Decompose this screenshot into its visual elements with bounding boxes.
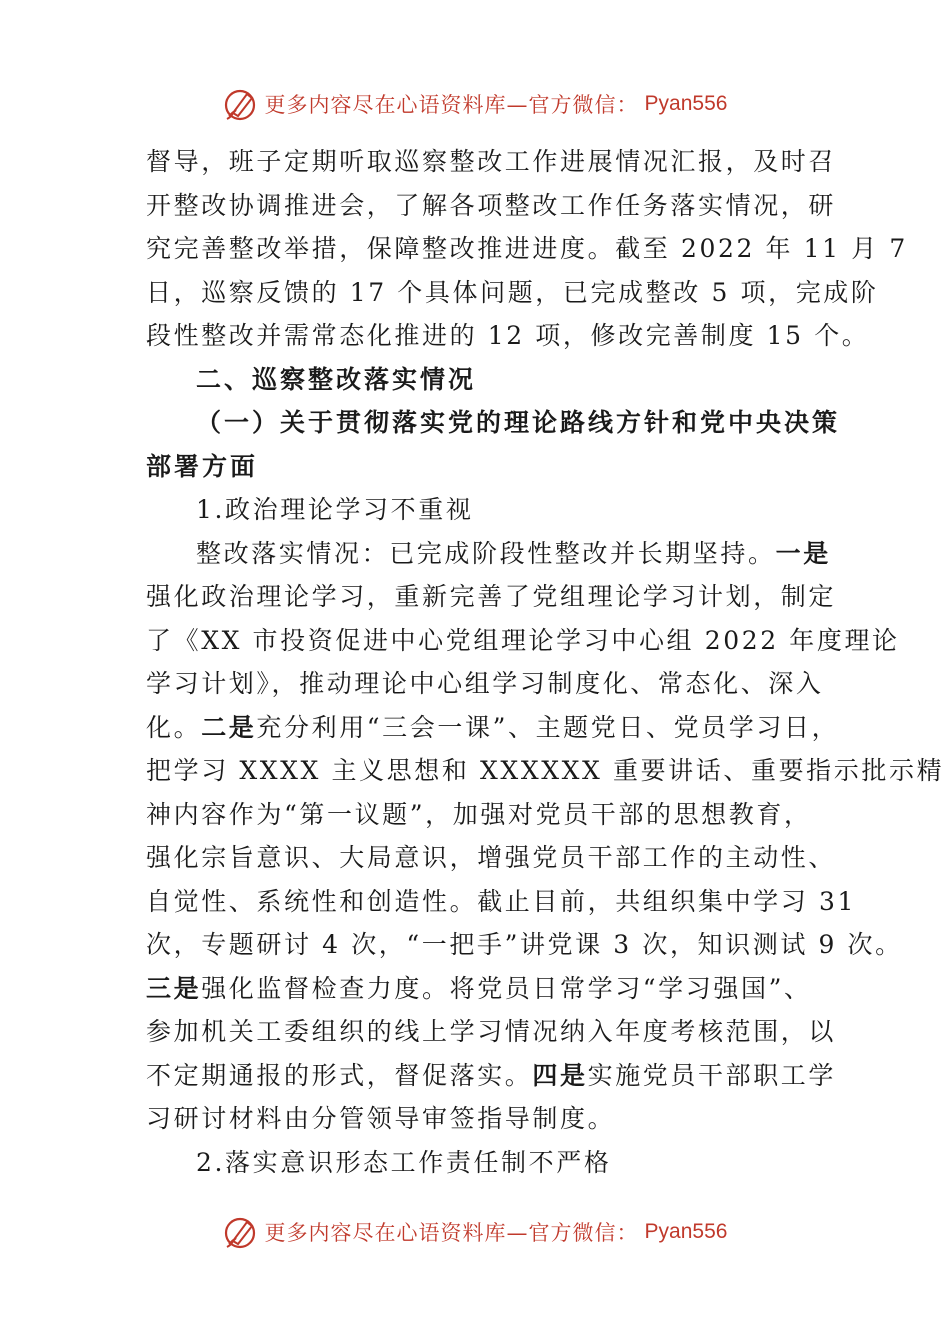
pen-nib-logo-icon: [223, 1214, 259, 1250]
text-line: 究完善整改举措，保障整改推进进度。截至 2022 年 11 月 7: [146, 234, 908, 263]
item-2-title: 2.落实意识形态工作责任制不严格: [196, 1147, 612, 1177]
text-line: 学习计划》，推动理论中心组学习制度化、常态化、深入: [146, 669, 824, 698]
text-line: 自觉性、系统性和创造性。截止目前，共组织集中学习 31: [146, 886, 856, 916]
section-2-heading: 二、巡察整改落实情况: [196, 364, 477, 394]
watermark-header: [0, 84, 950, 124]
text-line: 日，巡察反馈的 17 个具体问题，已完成整改 5 项，完成阶: [146, 277, 879, 307]
emphasis-fourth: 四是: [532, 1060, 588, 1090]
watermark-footer: [0, 1212, 950, 1252]
text-line: [146, 532, 831, 576]
text-run: 不定期通报的形式，督促落实。: [146, 1060, 533, 1090]
text-line: 强化政治理论学习，重新完善了党组理论学习计划，制定: [146, 582, 837, 611]
text-line: [146, 1054, 837, 1098]
subsection-1-heading-line: （一）关于贯彻落实党的理论路线方针和党中央决策: [196, 408, 841, 437]
section-heading: [146, 358, 818, 402]
text-line: 了《XX 市投资促进中心党组理论学习中心组 2022 年度理论: [146, 625, 900, 655]
text-line: 段性整改并需常态化推进的 12 项，修改完善制度 15 个。: [146, 321, 870, 350]
text-line: 开整改协调推进会，了解各项整改工作任务落实情况，研: [146, 190, 837, 220]
paragraph-summary: [146, 140, 908, 358]
text-run: 强化监督检查力度。将党员日常学习“学习强国”、: [201, 973, 812, 1003]
text-line: 习研讨材料由分管领导审签指导制度。: [146, 1104, 616, 1133]
emphasis-second: 二是: [201, 712, 257, 742]
subsection-1-heading-line: 部署方面: [146, 451, 259, 481]
text-run: 化。: [146, 712, 202, 742]
text-line: 把学习 XXXX 主义思想和 XXXXXX 重要讲话、重要指示批示精: [146, 756, 945, 785]
emphasis-third: 三是: [146, 973, 202, 1003]
text-run: 充分利用“三会一课”、主题党日、党员学习日，: [256, 712, 840, 742]
text-run: 实施党员干部职工学: [587, 1060, 837, 1090]
watermark-text: 更多内容尽在心语资料库—官方微信：: [264, 93, 639, 117]
document-body: [146, 140, 945, 1184]
text-line: 神内容作为“第一议题”，加强对党员干部的思想教育，: [146, 799, 812, 829]
text-line: 参加机关工委组织的线上学习情况纳入年度考核范围，以: [146, 1017, 837, 1046]
emphasis-first: 一是: [775, 538, 831, 568]
item-1-title: 1.政治理论学习不重视: [196, 495, 474, 524]
item-1-body: [146, 532, 945, 1141]
text-line: [146, 706, 840, 750]
text-line: [146, 967, 818, 1011]
subsection-heading: [146, 401, 841, 488]
text-line: 次，专题研讨 4 次，“一把手”讲党课 3 次，知识测试 9 次。: [146, 930, 903, 959]
watermark-text: 更多内容尽在心语资料库—官方微信：: [264, 1221, 639, 1245]
pen-nib-logo-icon: [223, 86, 259, 122]
watermark-handle: Pyan556: [644, 1220, 728, 1243]
text-line: 督导，班子定期听取巡察整改工作进展情况汇报，及时召: [146, 147, 837, 176]
item-title: [146, 1141, 818, 1185]
watermark-handle: Pyan556: [644, 92, 728, 115]
text-line: 强化宗旨意识、大局意识，增强党员干部工作的主动性、: [146, 843, 837, 872]
text-run: 整改落实情况：已完成阶段性整改并长期坚持。: [196, 538, 776, 568]
item-title: [146, 488, 818, 532]
